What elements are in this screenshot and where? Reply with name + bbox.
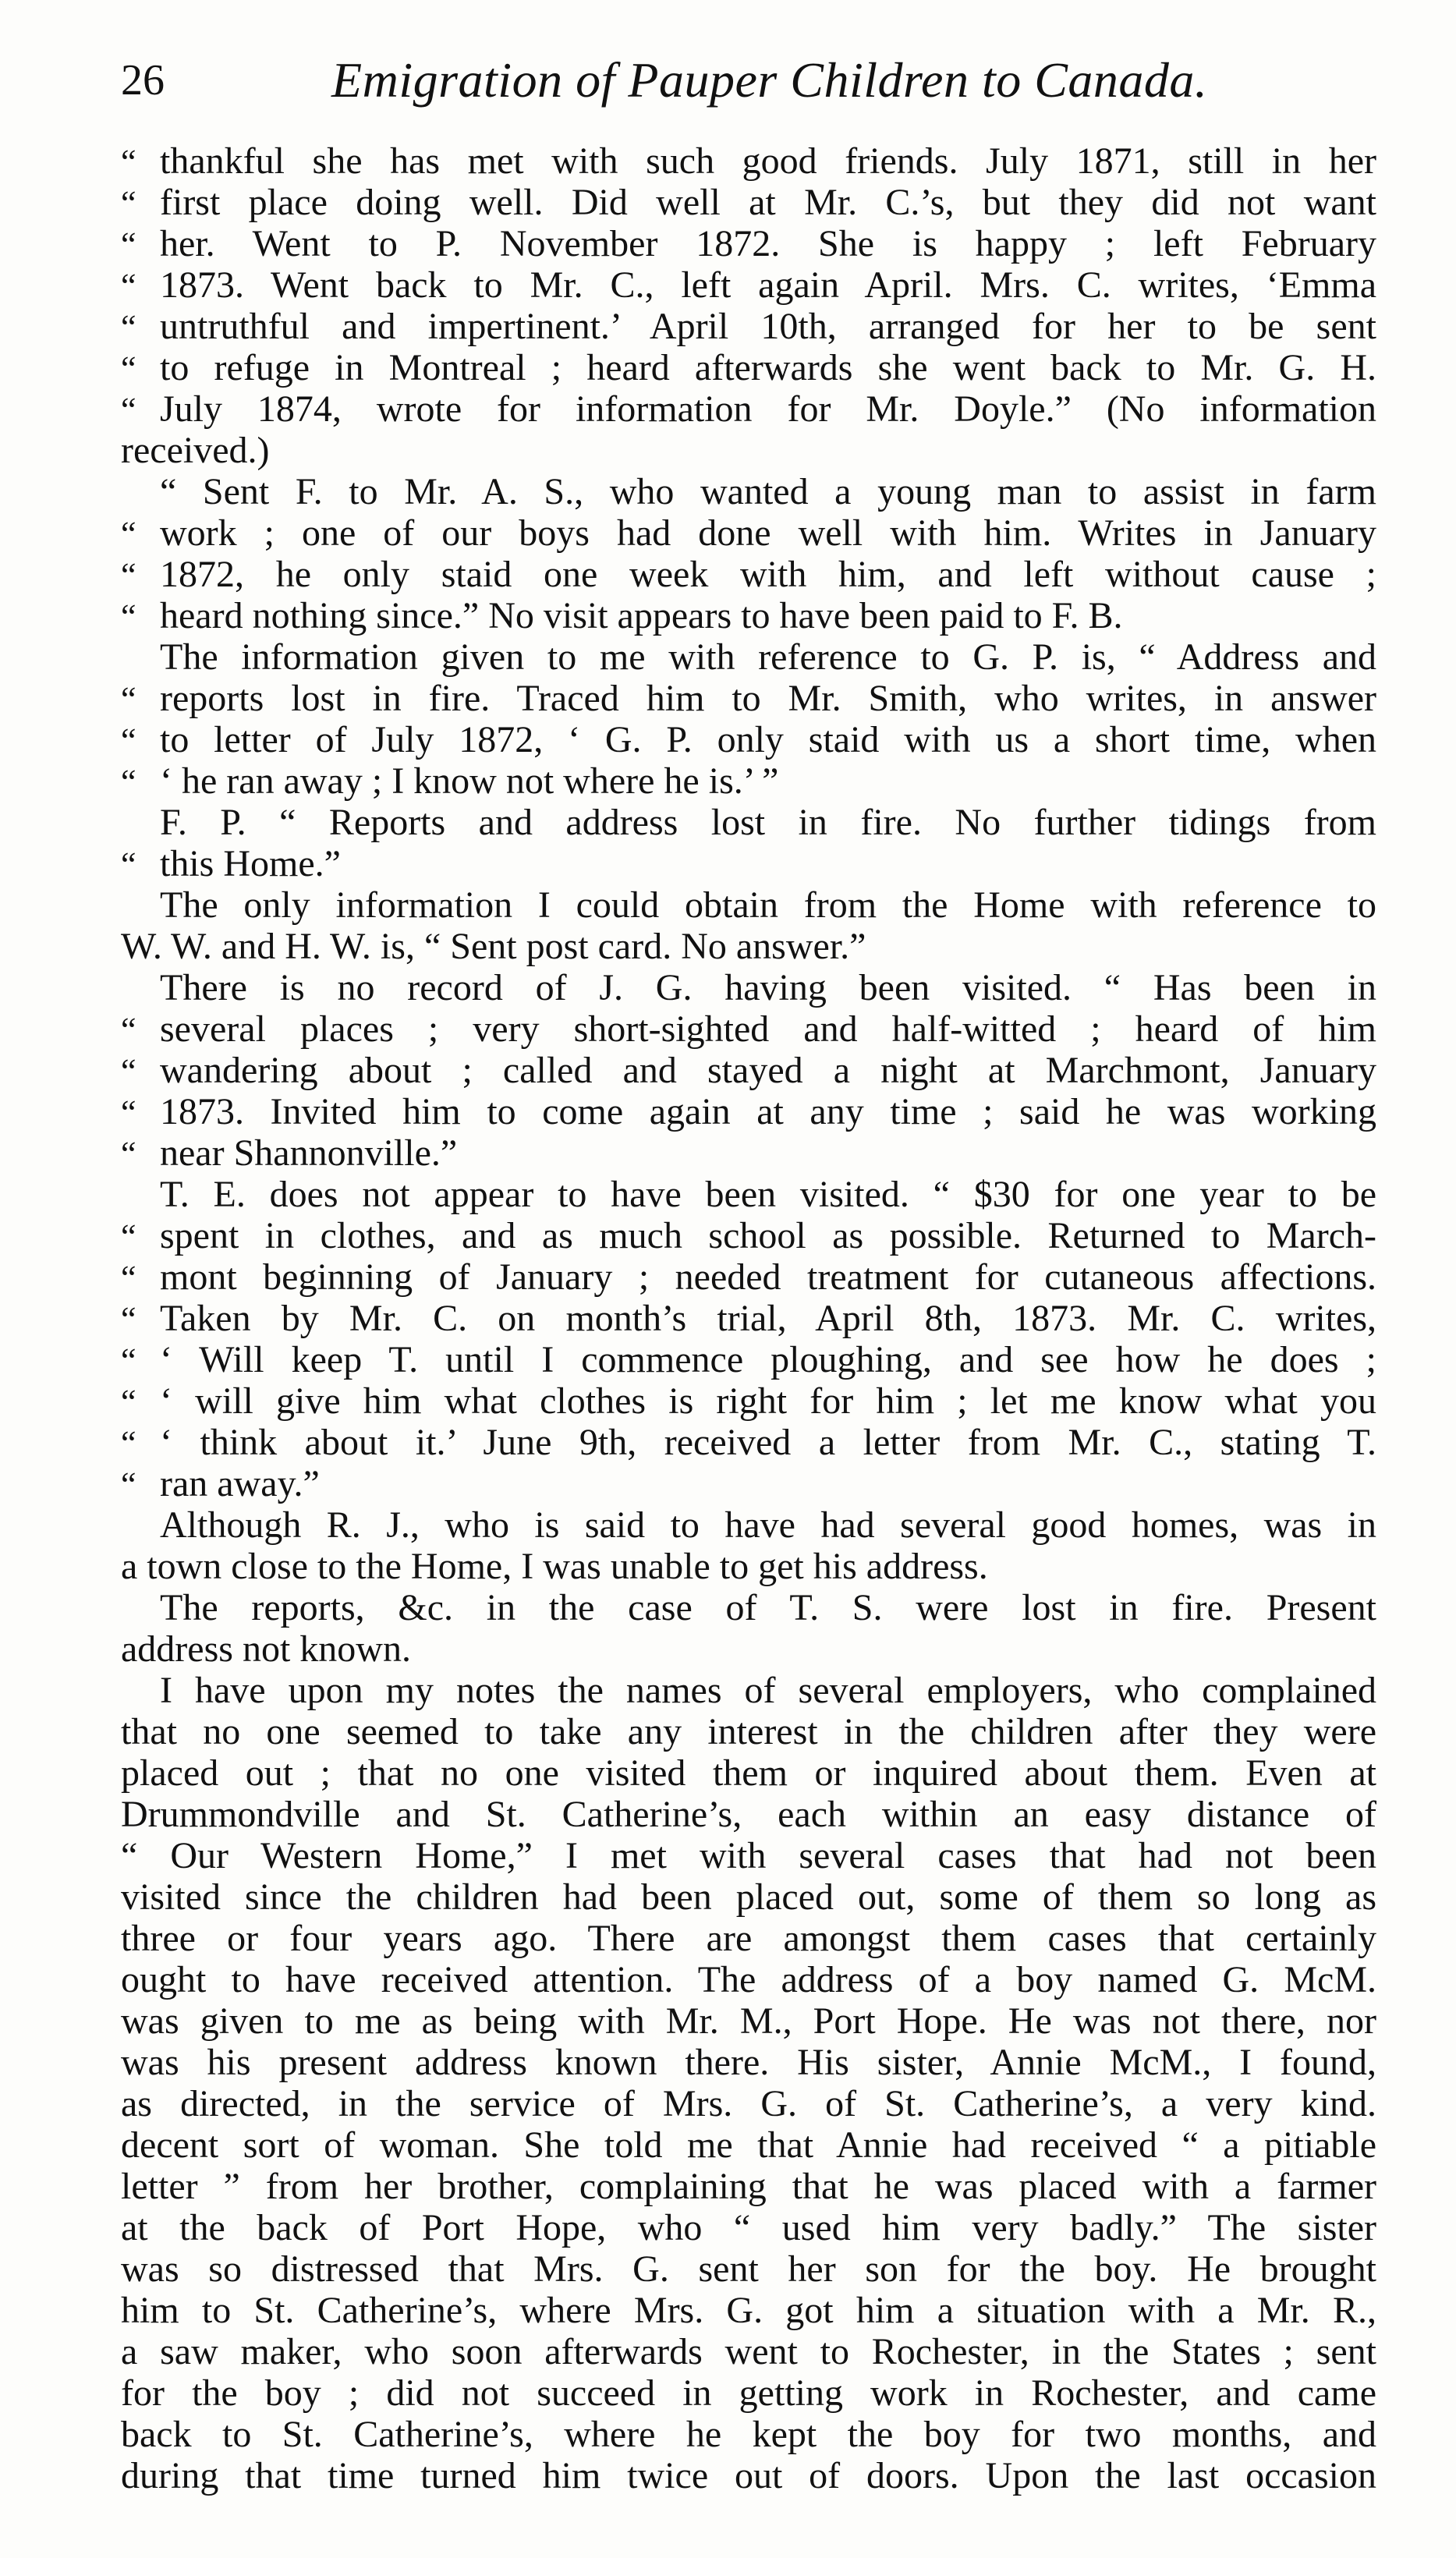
line-text: The information given to me with reference to G. P. is, “ Address and (160, 636, 1376, 678)
text-line (121, 223, 1376, 264)
line-text: near Shannonville.” (160, 1132, 458, 1174)
continuation-quote-mark: “ (121, 680, 136, 718)
line-text: during that time turned him twice out of doors. Upon the last occasion (121, 2455, 1376, 2496)
line-text: ought to have received attention. The address of a boy named G. McM. (121, 1959, 1376, 2000)
line-text: several places ; very short-sighted and half-witted ; heard of him (160, 1008, 1376, 1050)
line-text: wandering about ; called and stayed a night at Marchmont, January (160, 1050, 1376, 1091)
line-text: F. P. “ Reports and address lost in fire. No further tidings from (160, 802, 1376, 843)
line-text: 1872, he only staid one week with him, and left without cause ; (160, 554, 1376, 595)
text-line (121, 719, 1376, 760)
line-text: “ Our Western Home,” I met with several cases that had not been (121, 1835, 1376, 1876)
continuation-quote-mark: “ (121, 267, 136, 305)
line-text: There is no record of J. G. having been visited. “ Has been in (160, 967, 1376, 1008)
line-text: The reports, &c. in the case of T. S. were lost in fire. Present (160, 1587, 1376, 1628)
body-text (121, 140, 1376, 2496)
text-line (121, 430, 1376, 471)
line-text: at the back of Port Hope, who “ used him very badly.” The sister (121, 2207, 1376, 2248)
line-text: Drummondville and St. Catherine’s, each within an easy distance of (121, 1794, 1376, 1835)
continuation-quote-mark: “ (121, 721, 136, 760)
line-text: spent in clothes, and as much school as possible. Returned to March- (160, 1215, 1376, 1256)
line-text: back to St. Catherine’s, where he kept the boy for two months, and (121, 2414, 1376, 2455)
text-line (121, 926, 1376, 967)
continuation-quote-mark: “ (121, 1465, 136, 1504)
continuation-quote-mark: “ (121, 391, 136, 429)
continuation-quote-mark: “ (121, 1383, 136, 1421)
line-text: was given to me as being with Mr. M., Port Hope. He was not there, nor (121, 2000, 1376, 2042)
line-text: placed out ; that no one visited them or inquired about them. Even at (121, 1752, 1376, 1794)
text-line (121, 2042, 1376, 2083)
text-line (121, 1918, 1376, 1959)
line-text: I have upon my notes the names of several employers, who complained (160, 1670, 1376, 1711)
text-line (121, 1835, 1376, 1876)
text-line (121, 1050, 1376, 1091)
text-line (121, 1628, 1376, 1670)
line-text: him to St. Catherine’s, where Mrs. G. got him a situation with a Mr. R., (121, 2290, 1376, 2331)
text-line (121, 1008, 1376, 1050)
text-line (121, 1711, 1376, 1752)
continuation-quote-mark: “ (121, 143, 136, 181)
line-text: T. E. does not appear to have been visited. “ $30 for one year to be (160, 1174, 1376, 1215)
line-text: three or four years ago. There are amongst them cases that certainly (121, 1918, 1376, 1959)
text-line (121, 1546, 1376, 1587)
continuation-quote-mark: “ (121, 184, 136, 222)
continuation-quote-mark: “ (121, 1135, 136, 1173)
continuation-quote-mark: “ (121, 1300, 136, 1338)
text-line (121, 1298, 1376, 1339)
line-text: visited since the children had been placed out, some of them so long as (121, 1876, 1376, 1918)
running-title: Emigration of Pauper Children to Canada. (331, 52, 1208, 108)
continuation-quote-mark: “ (121, 763, 136, 801)
text-line (121, 2124, 1376, 2166)
continuation-quote-mark: “ (121, 349, 136, 388)
line-text: to letter of July 1872, ‘ G. P. only staid with us a short time, when (160, 719, 1376, 760)
text-line (121, 2455, 1376, 2496)
continuation-quote-mark: “ (121, 1424, 136, 1462)
text-line (121, 1091, 1376, 1132)
continuation-quote-mark: “ (121, 1341, 136, 1380)
line-text: ‘ will give him what clothes is right for him ; let me know what you (160, 1380, 1376, 1422)
line-text: thankful she has met with such good friends. July 1871, still in her (160, 140, 1376, 182)
line-text: ran away.” (160, 1463, 320, 1504)
continuation-quote-mark: “ (121, 515, 136, 553)
line-text: ‘ think about it.’ June 9th, received a letter from Mr. C., stating T. (160, 1422, 1376, 1463)
text-line (121, 1380, 1376, 1422)
text-line (121, 595, 1376, 636)
line-text: The only information I could obtain from the Home with reference to (160, 884, 1376, 926)
line-text: Although R. J., who is said to have had several good homes, was in (160, 1504, 1376, 1546)
line-text: this Home.” (160, 843, 341, 884)
line-text: decent sort of woman. She told me that Annie had received “ a pitiable (121, 2124, 1376, 2166)
page-number: 26 (121, 56, 165, 105)
line-text: 1873. Invited him to come again at any time ; said he was working (160, 1091, 1376, 1132)
text-line (121, 1463, 1376, 1504)
text-line (121, 2290, 1376, 2331)
line-text: letter ” from her brother, complaining that he was placed with a farmer (121, 2166, 1376, 2207)
line-text: to refuge in Montreal ; heard afterwards she went back to Mr. G. H. (160, 347, 1376, 388)
text-line (121, 306, 1376, 347)
line-text: ‘ he ran away ; I know not where he is.’ ” (160, 760, 779, 802)
line-text: her. Went to P. November 1872. She is happy ; left February (160, 223, 1376, 264)
continuation-quote-mark: “ (121, 1217, 136, 1256)
text-line (121, 182, 1376, 223)
text-line (121, 1504, 1376, 1546)
continuation-quote-mark: “ (121, 597, 136, 636)
text-line (121, 1587, 1376, 1628)
line-text: reports lost in fire. Traced him to Mr. Smith, who writes, in answer (160, 678, 1376, 719)
text-line (121, 388, 1376, 430)
text-line (121, 843, 1376, 884)
line-text: “ Sent F. to Mr. A. S., who wanted a young man to assist in farm (160, 471, 1376, 512)
text-line (121, 554, 1376, 595)
text-line (121, 1794, 1376, 1835)
continuation-quote-mark: “ (121, 308, 136, 346)
line-text: work ; one of our boys had done well with him. Writes in January (160, 512, 1376, 554)
text-line (121, 140, 1376, 182)
text-line (121, 1422, 1376, 1463)
text-line (121, 2083, 1376, 2124)
continuation-quote-mark: “ (121, 845, 136, 884)
continuation-quote-mark: “ (121, 1052, 136, 1090)
text-line (121, 264, 1376, 306)
text-line (121, 2166, 1376, 2207)
text-line (121, 2248, 1376, 2290)
text-line (121, 2000, 1376, 2042)
line-text: was his present address known there. His sister, Annie McM., I found, (121, 2042, 1376, 2083)
line-text: heard nothing since.” No visit appears to have been paid to F. B. (160, 595, 1123, 636)
line-text: mont beginning of January ; needed treatment for cutaneous affections. (160, 1256, 1376, 1298)
line-text: received.) (121, 430, 270, 471)
line-text: 1873. Went back to Mr. C., left again April. Mrs. C. writes, ‘Emma (160, 264, 1376, 306)
line-text: address not known. (121, 1628, 411, 1670)
line-text: a town close to the Home, I was unable to get his address. (121, 1546, 988, 1587)
text-line (121, 471, 1376, 512)
line-text: July 1874, wrote for information for Mr. Doyle.” (No information (160, 388, 1376, 430)
text-line (121, 802, 1376, 843)
continuation-quote-mark: “ (121, 556, 136, 594)
line-text: that no one seemed to take any interest in the children after they were (121, 1711, 1376, 1752)
running-head (121, 45, 1369, 115)
text-line (121, 760, 1376, 802)
continuation-quote-mark: “ (121, 1011, 136, 1049)
text-line (121, 2331, 1376, 2372)
continuation-quote-mark: “ (121, 1093, 136, 1132)
text-line (121, 1215, 1376, 1256)
text-line (121, 1752, 1376, 1794)
line-text: ‘ Will keep T. until I commence ploughing, and see how he does ; (160, 1339, 1376, 1380)
text-line (121, 1256, 1376, 1298)
line-text: as directed, in the service of Mrs. G. of St. Catherine’s, a very kind. (121, 2083, 1376, 2124)
text-line (121, 1670, 1376, 1711)
text-line (121, 884, 1376, 926)
text-line (121, 347, 1376, 388)
text-line (121, 1959, 1376, 2000)
line-text: first place doing well. Did well at Mr. C.’s, but they did not want (160, 182, 1376, 223)
text-line (121, 1339, 1376, 1380)
continuation-quote-mark: “ (121, 1259, 136, 1297)
line-text: Taken by Mr. C. on month’s trial, April 8th, 1873. Mr. C. writes, (160, 1298, 1376, 1339)
text-line (121, 636, 1376, 678)
text-line (121, 1876, 1376, 1918)
continuation-quote-mark: “ (121, 225, 136, 264)
text-line (121, 512, 1376, 554)
text-line (121, 678, 1376, 719)
line-text: was so distressed that Mrs. G. sent her son for the boy. He brought (121, 2248, 1376, 2290)
text-line (121, 2414, 1376, 2455)
text-line (121, 967, 1376, 1008)
text-line (121, 2372, 1376, 2414)
line-text: a saw maker, who soon afterwards went to Rochester, in the States ; sent (121, 2331, 1376, 2372)
text-line (121, 2207, 1376, 2248)
line-text: W. W. and H. W. is, “ Sent post card. No answer.” (121, 926, 866, 967)
text-line (121, 1132, 1376, 1174)
text-line (121, 1174, 1376, 1215)
line-text: untruthful and impertinent.’ April 10th, arranged for her to be sent (160, 306, 1376, 347)
line-text: for the boy ; did not succeed in getting work in Rochester, and came (121, 2372, 1376, 2414)
